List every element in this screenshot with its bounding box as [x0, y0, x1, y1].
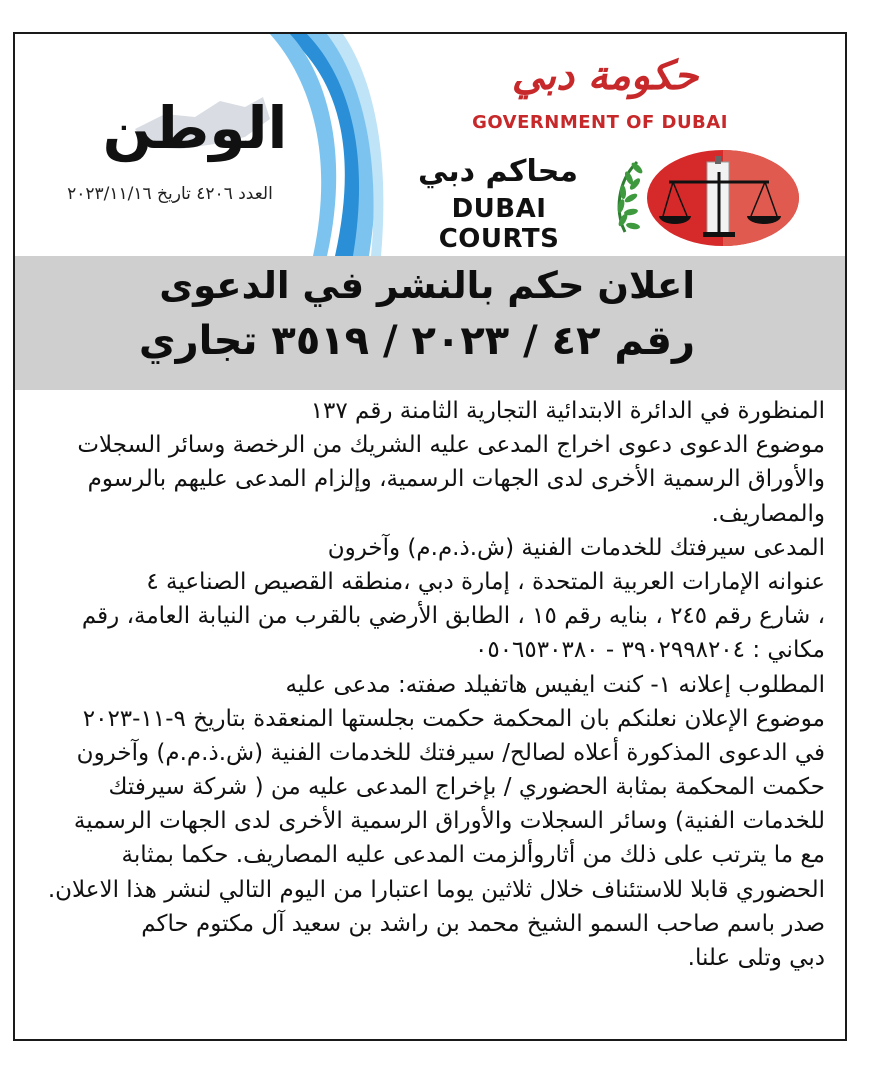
- body-line: صدر باسم صاحب السمو الشيخ محمد بن راشد بن سعيد آل مكتوم حاكم: [141, 910, 825, 937]
- body-line: المدعى سيرفتك للخدمات الفنية (ش.ذ.م.م) وآخرون: [327, 534, 825, 561]
- notice-title: اعلان حكم بالنشر في الدعوى: [159, 264, 695, 307]
- body-line: والمصاريف.: [711, 500, 825, 527]
- newspaper-name: الوطن: [102, 94, 288, 162]
- body-line: ، شارع رقم ٢٤٥ ، بنايه رقم ١٥ ، الطابق الأرضي بالقرب من النيابة العامة، رقم: [81, 603, 825, 630]
- body-line: مكاني : ٣٩٠٢٩٩٨٢٠٤ - ٠٥٠٦٥٣٠٣٨٠: [475, 637, 825, 664]
- body-line: حكمت المحكمة بمثابة الحضوري / بإخراج المدعى عليه من ( شركة سيرفتك: [108, 774, 825, 801]
- case-number: رقم ٤٢ / ٢٠٢٣ / ٣٥١٩ تجاري: [138, 318, 695, 364]
- body-line: موضوع الإعلان نعلنكم بان المحكمة حكمت بجلستها المنعقدة بتاريخ ٩-١١-٢٠٢٣: [82, 705, 825, 732]
- body-line: مع ما يترتب على ذلك من أثاروألزمت المدعى عليه المصاريف. حكما بمثابة: [121, 842, 825, 869]
- body-line: في الدعوى المذكورة أعلاه لصالح/ سيرفتك للخدمات الفنية (ش.ذ.م.م) وآخرون: [76, 739, 825, 766]
- body-line: موضوع الدعوى دعوى اخراج المدعى عليه الشريك من الرخصة وسائر السجلات: [77, 432, 825, 459]
- notice-frame: [13, 32, 847, 1041]
- body-line: والأوراق الرسمية الأخرى لدى الجهات الرسمية، وإلزام المدعى عليهم بالرسوم: [87, 466, 825, 493]
- body-line: للخدمات الفنية) وسائر السجلات والأوراق الرسمية الأخرى لدى الجهات الرسمية: [73, 808, 825, 835]
- government-of-dubai-arabic: حكومة دبي: [511, 52, 699, 99]
- body-line: المنظورة في الدائرة الابتدائية التجارية الثامنة رقم ١٣٧: [310, 398, 825, 424]
- body-line: الحضوري قابلا للاستئناف خلال ثلاثين يوما اعتبارا من اليوم التالي لنشر هذا الاعلان.: [47, 876, 825, 903]
- dubai-courts-scales-emblem: [611, 142, 801, 250]
- body-line: المطلوب إعلانه ١- كنت ايفيس هاتفيلد صفته: مدعى عليه: [285, 671, 825, 698]
- body-line: عنوانه الإمارات العربية المتحدة ، إمارة دبي ،منطقه القصيص الصناعية ٤: [146, 568, 825, 595]
- government-of-dubai-english: GOVERNMENT OF DUBAI: [472, 112, 728, 133]
- notice-body: [15, 390, 845, 1039]
- dubai-courts-english: DUBAI COURTS: [438, 194, 560, 254]
- dubai-courts-arabic: محاكم دبي: [418, 154, 578, 189]
- notice-body-lines: [15, 394, 835, 975]
- notice-header: [15, 34, 845, 256]
- notice-title-band: [15, 256, 845, 390]
- issue-date-line: العدد ٤٢٠٦ تاريخ ٢٠٢٣/١١/١٦: [67, 184, 273, 204]
- body-line: دبي وتلى علنا.: [687, 945, 825, 971]
